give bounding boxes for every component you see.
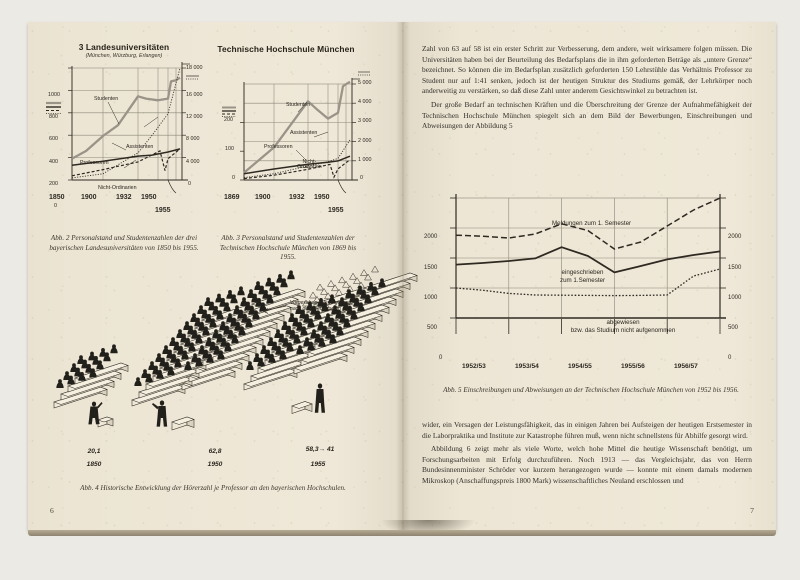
abb2-rtick-0: 0 [188, 181, 191, 187]
abb3-series-professoren: Professoren [264, 144, 293, 150]
abb3-rlegend-swatch [358, 71, 371, 77]
right-text-top [422, 44, 752, 132]
abb2-ytick-400: 400 [49, 159, 58, 165]
abb3-ytick-200: 200 [224, 117, 233, 123]
abb2-xtick-1900: 1900 [81, 194, 97, 201]
abb5-label-abgewiesen: abgewiesen bzw. das Studium nicht aufgenommen [570, 319, 676, 334]
abb2-series-nicht-ordinarien: Nicht-Ordinarien [98, 185, 137, 191]
paragraph-top-2: Der große Bedarf an technischen Kräften und die Überschreitung der Grenze der Aufnahmefähigkeit der Technischen Hochschule München spiegelt sich an dem Bild der Bewerbungen, Einschreibungen und Abweisungen der Abbildung 5 [422, 99, 752, 131]
abb3-xtick-1900: 1900 [255, 194, 271, 201]
abb5-caption: Abb. 5 Einschreibungen und Abweisungen an der Technischen Hochschule München von 1952 bis 1956. [443, 386, 739, 394]
folio-right: 7 [750, 506, 754, 515]
abb5-rtick-2000: 2000 [728, 234, 742, 240]
abb5-xtick-4: 1955/56 [621, 363, 645, 370]
abb3-rtick-2000: 2 000 [358, 138, 372, 144]
abb2-xtick-1955: 1955 [155, 207, 171, 214]
abb5-xtick-3: 1954/55 [568, 363, 592, 370]
book-gutter [396, 22, 410, 530]
abb5-rtick-500: 500 [728, 325, 739, 331]
abb4-year-1955: 1955 [310, 461, 326, 468]
abb4-year-1950: 1950 [207, 461, 223, 468]
abb5-rtick-1500: 1500 [728, 265, 742, 271]
abb5-ytick-1500: 1500 [424, 265, 438, 271]
abb3-xtick-1950: 1950 [314, 194, 330, 201]
abb2-ytick-0: 0 [54, 203, 57, 209]
abb3-rtick-4000: 4 000 [358, 99, 372, 105]
abb2-ytick-800: 800 [49, 114, 58, 120]
abb5-xtick-1: 1952/53 [462, 363, 486, 370]
abb3-rtick-3000: 3 000 [358, 118, 372, 124]
abb2-subtitle: (München, Würzburg, Erlangen) [85, 52, 163, 59]
abb3-legend-swatch [222, 106, 237, 117]
abb5-label-meldungen: Meldungen zum 1. Semester [552, 220, 632, 227]
abb2-series-assistenten: Assistenten [126, 144, 154, 150]
abb2-rtick-12000: 12 000 [186, 114, 203, 120]
abb3-xtick-1932: 1932 [289, 194, 305, 201]
abb4-ratio-1850: 20,1 [87, 448, 101, 455]
abb5-rtick-0: 0 [728, 355, 732, 361]
abb2-ytick-600: 600 [49, 136, 58, 142]
abb5-ytick-500: 500 [427, 325, 438, 331]
abb2-title: 3 Landesuniversitäten [78, 42, 170, 52]
gutter-shadow [380, 520, 476, 536]
abb2-plot [40, 40, 215, 200]
abb5-xtick-5: 1956/57 [674, 363, 698, 370]
abb2-rtick-16000: 16 000 [186, 92, 203, 98]
abb2-caption: Abb. 2 Personalstand und Studentenzahlen der drei bayerischen Landesuniversitäten von 1850 bis 1955. [49, 234, 199, 252]
abb3-series-studenten: Studenten [286, 102, 311, 108]
abb2-xtick-1932: 1932 [116, 194, 132, 201]
right-text-bottom [422, 420, 752, 487]
folio-left: 6 [50, 506, 54, 515]
paragraph-bottom-1: wider, ein Versagen der Leistungsfähigkeit, das in einigen Jahren bei Aufsteigen der heutigen Erstsemester in die Laborpraktika und Institute zur Katastrophe führen muß, wenn nicht schnellstens für Abhilfe gesorgt wird. [422, 420, 752, 440]
abb3-title: Technische Hochschule München [217, 44, 355, 54]
abb4-ratio-1950: 62,8 [208, 448, 222, 455]
abb3-rtick-5000: 5 000 [358, 80, 372, 86]
abb3-rtick-0: 0 [360, 175, 363, 181]
abb4-caption: Abb. 4 Historische Entwicklung der Hörerzahl je Professor an den bayerischen Hochschulen. [80, 484, 346, 492]
abb2-ytick-1000: 1000 [48, 92, 60, 98]
abb3-xtick-1955: 1955 [328, 207, 344, 214]
abb2-legend-swatch [46, 101, 62, 115]
abb2-series-professoren: Professoren [80, 160, 109, 166]
abb2-rtick-8000: 8 000 [186, 136, 200, 142]
abb2-rlegend-swatch [186, 75, 200, 81]
abb5-ytick-2000: 2000 [424, 234, 438, 240]
abb5-rtick-1000: 1000 [728, 295, 742, 301]
abb5-ytick-1000: 1000 [424, 295, 438, 301]
abb2-xtick-1850: 1850 [49, 194, 65, 201]
abb4-year-1850: 1850 [86, 461, 102, 468]
abb3-caption: Abb. 3 Personalstand und Studentenzahlen der Technischen Hochschule München von 1869 bis 1955. [219, 234, 357, 262]
open-book [28, 22, 776, 530]
abb3-ytick-100: 100 [225, 146, 234, 152]
abb3-xtick-1869: 1869 [224, 194, 240, 201]
abb5-xtick-2: 1953/54 [515, 363, 539, 370]
abb4-annotation: Vorgesehene Verringerung nach dem Bedarfsplan [290, 300, 351, 313]
abb2-rtick-18000: 18 000 [186, 65, 203, 71]
abb2-xtick-1950: 1950 [141, 194, 157, 201]
abb3-series-nicht-ordinarien: Nicht- Ordinarien [297, 159, 322, 171]
abb5-ytick-0: 0 [439, 355, 443, 361]
abb2-ytick-200: 200 [49, 181, 58, 187]
abb5-label-eingeschrieben: eingeschrieben zum 1.Semester [560, 269, 606, 284]
abb3-ytick-0: 0 [232, 175, 235, 181]
abb3-series-assistenten: Assistenten [290, 130, 318, 136]
paragraph-bottom-2: Abbildung 6 zeigt mehr als viele Worte, welch hohe Mittel die heutige Wissenschaft benötigt, um Forschungsarbeiten mit Erfolg durchzuführen. Noch 1913 — das Vergleichsjahr, das von Herrn Bundesinnenminister Schröder vor kurzem herangezogen wurde — konnte mit einem damals modernen Mikroskop (Anschaffungspreis 1800 Mark) wissenschaftliches Neuland erschlossen und [422, 444, 752, 485]
abb3-rtick-1000: 1 000 [358, 157, 372, 163]
paragraph-top-1: Zahl von 63 auf 58 ist ein erster Schritt zur Verbesserung, dem andere, weit wirksamere folgen müssen. Die Universitäten haben bei der Beurteilung des Bedarfsplans die in ihm geforderten Beträge als „untere Grenze“ bezeichnet. So können die im Bedarfsplan zusätzlich geforderten 150 Lehrstühle das Verhältnis Professor zu Student nur auf 1:41 senken, jedoch ist der heutigen Struktur des Studiums gemäß, der Lehrkörper noch anderweitig zu verstärken, so daß diese Zahl unter anderem Gesichtswinkel zu betrachten ist. [422, 44, 752, 96]
abb2-rtick-4000: 4 000 [186, 159, 200, 165]
abb5-plot [420, 190, 756, 338]
abb2-series-studenten: Studenten [94, 96, 119, 102]
abb4-ratio-1955: 58,3→ 41 [305, 446, 335, 453]
